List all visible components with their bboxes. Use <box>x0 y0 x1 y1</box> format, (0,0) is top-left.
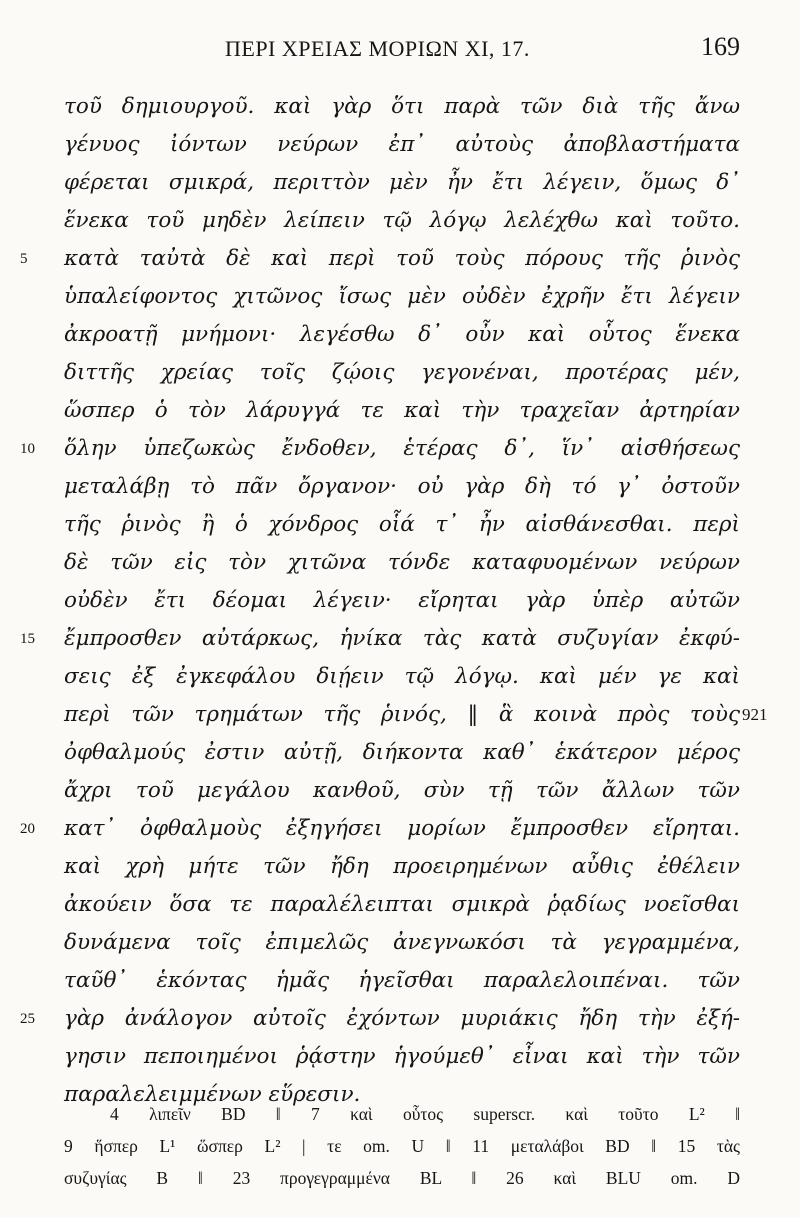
text-line: γὰρ ἀνάλογον αὐτοῖς ἐχόντων μυριάκις ἤδη τὴν ἐξή- <box>64 1006 740 1031</box>
text-line: καὶ χρὴ μήτε τῶν ἤδη προειρημένων αὖθις ἐθέλειν <box>64 854 740 879</box>
text-line: οὐδὲν ἔτι δέομαι λέγειν· εἴρηται γὰρ ὑπὲρ αὐτῶν <box>64 588 740 613</box>
text-line: ὑπαλείφοντος χιτῶνος ἴσως μὲν οὐδὲν ἐχρῆν ἔτι λέγειν <box>64 284 740 309</box>
text-line: διττῆς χρείας τοῖς ζῴοις γεγονέναι, προτέρας μέν, <box>64 360 740 385</box>
text-line: ταῦθ᾿ ἑκόντας ἡμᾶς ἡγεῖσθαι παραλελοιπέναι. τῶν <box>64 968 740 993</box>
text-line: ἄχρι τοῦ μεγάλου κανθοῦ, σὺν τῇ τῶν ἄλλων τῶν <box>64 778 740 803</box>
text-line: ἀκροατῇ μνήμονι· λεγέσθω δ᾿ οὖν καὶ οὗτος ἕνεκα <box>64 322 740 347</box>
text-line: κατ᾿ ὀφθαλμοὺς ἐξηγήσει μορίων ἔμπροσθεν εἴρηται. <box>64 816 740 841</box>
marginal-page-number: 921 <box>742 705 768 724</box>
footnote-line: 9 ἥσπερ L¹ ὥσπερ L² | τε om. U ‖ 11 μεταλάβοι BD ‖ 15 τὰς <box>64 1136 740 1156</box>
text-line: σεις ἐξ ἐγκεφάλου διῄειν τῷ λόγῳ. καὶ μέν γε καὶ <box>64 664 740 689</box>
text-line: ἔμπροσθεν αὐτάρκως, ἡνίκα τὰς κατὰ συζυγίαν ἐκφύ- <box>64 626 740 651</box>
line-number: 25 <box>20 1011 35 1027</box>
footnote-line: συζυγίας B ‖ 23 προγεγραμμένα BL ‖ 26 καὶ BLU om. D <box>64 1168 740 1188</box>
page-number: 169 <box>701 32 740 61</box>
line-number: 20 <box>20 821 35 837</box>
text-line: δυνάμενα τοῖς ἐπιμελῶς ἀνεγνωκόσι τὰ γεγραμμένα, <box>64 930 740 955</box>
text-line: κατὰ ταὐτὰ δὲ καὶ περὶ τοῦ τοὺς πόρους τῆς ῥινὸς <box>64 246 740 271</box>
text-line: περὶ τῶν τρημάτων τῆς ῥινός, ‖ ἃ κοινὰ πρὸς τοὺς <box>64 702 740 727</box>
text-line: τοῦ δημιουργοῦ. καὶ γὰρ ὅτι παρὰ τῶν διὰ τῆς ἄνω <box>64 94 740 119</box>
text-line: ὥσπερ ὁ τὸν λάρυγγά τε καὶ τὴν τραχεῖαν ἀρτηρίαν <box>64 398 740 423</box>
text-line: ὅλην ὑπεζωκὼς ἔνδοθεν, ἑτέρας δ᾿, ἵν᾿ αἰσθήσεως <box>64 436 740 461</box>
text-line: γησιν πεποιημένοι ῥᾴστην ἡγούμεθ᾿ εἶναι καὶ τὴν τῶν <box>64 1044 740 1069</box>
line-number: 10 <box>20 441 35 457</box>
text-line: φέρεται σμικρά, περιττὸν μὲν ἦν ἔτι λέγειν, ὅμως δ᾿ <box>64 170 740 195</box>
text-line: δὲ τῶν εἰς τὸν χιτῶνα τόνδε καταφυομένων νεύρων <box>64 550 740 575</box>
text-line: τῆς ῥινὸς ἢ ὁ χόνδρος οἷά τ᾿ ἦν αἰσθάνεσθαι. περὶ <box>64 512 740 537</box>
line-number: 15 <box>20 631 35 647</box>
running-title: ΠΕΡΙ ΧΡΕΙΑΣ ΜΟΡΙΩΝ XI, 17. <box>225 36 530 61</box>
page-header <box>60 30 740 70</box>
line-number: 5 <box>20 251 28 267</box>
text-line: ἀκούειν ὅσα τε παραλέλειπται σμικρὰ ῥᾳδίως νοεῖσθαι <box>64 892 740 917</box>
text-line: ἕνεκα τοῦ μηδὲν λείπειν τῷ λόγῳ λελέχθω καὶ τοῦτο. <box>64 208 740 233</box>
text-line: γένυος ἰόντων νεύρων ἐπ᾿ αὐτοὺς ἀποβλαστήματα <box>64 132 740 157</box>
text-line: παραλελειμμένων εὕρεσιν. <box>64 1082 361 1107</box>
text-line: μεταλάβῃ τὸ πᾶν ὄργανον· οὐ γὰρ δὴ τό γ᾿ ὀστοῦν <box>64 474 740 499</box>
footnote-line: 4 λιπεῖν BD ‖ 7 καὶ οὗτος superscr. καὶ τοῦτο L² ‖ <box>110 1104 740 1124</box>
text-line: ὀφθαλμούς ἐστιν αὐτῇ, διήκοντα καθ᾿ ἑκάτερον μέρος <box>64 740 740 765</box>
